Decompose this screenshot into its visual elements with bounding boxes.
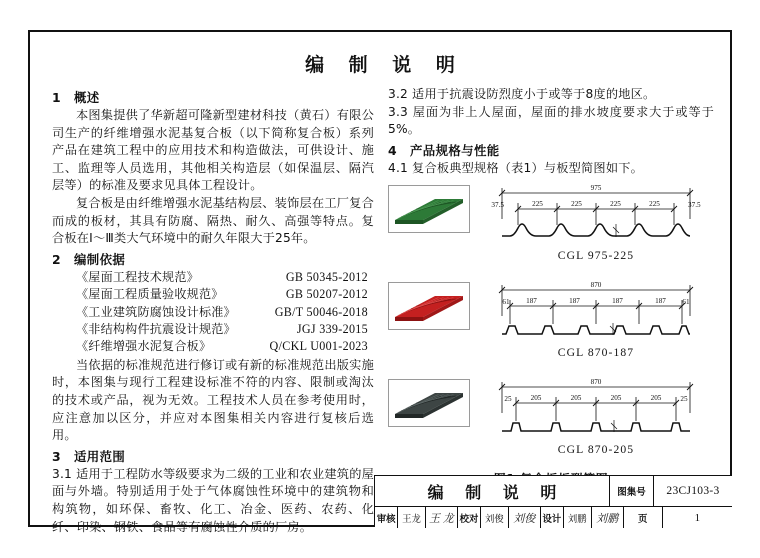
section-4-heading (388, 141, 714, 159)
clause-3-2: 3.2 适用于抗震设防烈度小于或等于8度的地区。 (388, 87, 656, 101)
profile-drawing-975-225 (480, 179, 712, 251)
dim-edge-left: 37.5 (491, 201, 504, 210)
section-4-number: 4 (388, 142, 398, 158)
standards-list (52, 269, 374, 356)
dim-pitch: 187 (655, 297, 666, 306)
standard-code: JGJ 339-2015 (296, 321, 368, 336)
figure-code-label: CGL 870-187 (557, 346, 635, 360)
standard-code: GB 50345-2012 (285, 269, 368, 284)
page-title: 编 制 说 明 (305, 54, 464, 76)
panel-photo-red (388, 282, 470, 330)
title-block-sheet-title: 编 制 说 明 (375, 476, 610, 506)
red-panel-illustration (389, 283, 469, 329)
drawing-number-label: 图集号 (610, 476, 654, 506)
review-name: 王龙 (398, 507, 426, 528)
panel-photo-green (388, 185, 470, 233)
dim-edge-left: 25 (504, 395, 512, 404)
section-4-title: 产品规格与性能 (410, 142, 500, 158)
standard-row (52, 269, 374, 286)
standard-code: Q/CKL U001-2023 (269, 339, 368, 354)
dim-total-width: 870 (590, 378, 602, 387)
section-2-paragraph: 当依据的标准规范进行修订或有新的标准规范出版实施时，本图集与现行工程建设标准不符的内容、限制或淘汰的技术或产品，视为无效。工程技术人员在参考使用时，应注意加以区分，并应对本图集相关内容进行复核后选用。 (52, 357, 374, 443)
signature-mark: 刘鹏 (596, 512, 619, 525)
section-2-number: 2 (52, 251, 62, 267)
drawing-sheet (28, 30, 732, 534)
dim-pitch: 205 (570, 394, 582, 403)
dim-pitch: 205 (530, 394, 542, 403)
check-signature (509, 507, 541, 528)
dim-total-width: 975 (590, 184, 602, 193)
panel-figure-870-205 (388, 373, 714, 468)
signature-mark: 王 龙 (428, 512, 454, 525)
right-content-column (388, 86, 714, 487)
review-label: 审核 (375, 507, 398, 528)
page-label: 页 (624, 507, 663, 528)
section-3-title: 适用范围 (74, 448, 126, 464)
dim-pitch: 225 (610, 200, 621, 209)
check-label: 校对 (458, 507, 481, 528)
dim-pitch: 225 (532, 200, 543, 209)
title-block-upper-row (375, 476, 732, 507)
figure-code-label: CGL 870-205 (557, 443, 635, 457)
dim-pitch: 205 (610, 394, 622, 403)
section-1-heading (52, 88, 374, 106)
dim-edge-right: 25 (680, 395, 688, 404)
section-1-paragraph-1: 本图集提供了华新超可隆新型建材科技（黄石）有限公司生产的纤维增强水泥基复合板（以下简称复合板）系列产品在建筑工程中的应用技术和构造做法，可供设计、施工、监理等人员选用，其他相关构造层（如保温层、隔汽层等）的标准及要求见具体工程设计。 (52, 108, 374, 193)
dim-edge-left: 61 (502, 298, 510, 307)
gray-panel-illustration (389, 380, 469, 426)
check-name: 刘俊 (481, 507, 509, 528)
standard-code: GB 50207-2012 (285, 287, 368, 302)
dim-pitch: 187 (569, 297, 580, 306)
profile-drawing-870-205 (480, 373, 712, 445)
design-name: 刘鹏 (564, 507, 592, 528)
section-profile-trapezoid (480, 276, 712, 348)
standard-name: 《纤维增强水泥复合板》 (76, 339, 212, 354)
clause-4-1: 4.1 复合板典型规格（表1）与板型简图如下。 (388, 160, 643, 175)
dim-pitch: 187 (526, 297, 537, 306)
standard-code: GB/T 50046-2018 (274, 304, 368, 319)
page-value: 1 (694, 511, 701, 524)
standard-name: 《工业建筑防腐蚀设计标准》 (76, 304, 236, 319)
panel-photo-gray (388, 379, 470, 427)
dim-pitch: 187 (612, 297, 623, 306)
standard-name: 《屋面工程质量验收规范》 (76, 287, 224, 302)
design-label: 设计 (541, 507, 564, 528)
title-block (374, 475, 732, 527)
drawing-number-value: 23CJ103-3 (666, 485, 720, 497)
section-3-number: 3 (52, 448, 62, 464)
dim-pitch: 225 (571, 200, 582, 209)
section-1-paragraph-2: 复合板是由纤维增强水泥基结构层、装饰层在工厂复合而成的板材，其具有防腐、隔热、耐久、高强等特点。复合板在Ⅰ～Ⅲ类大气环境中的耐久年限大于25年。 (52, 195, 374, 246)
design-signature (592, 507, 624, 528)
section-profile-rib (480, 373, 712, 445)
standard-row (52, 304, 374, 321)
section-profile-wave (480, 179, 712, 251)
section-1-number: 1 (52, 90, 62, 105)
figure-code-label: CGL 975-225 (557, 249, 635, 263)
standard-row (52, 321, 374, 338)
dim-pitch: 225 (649, 200, 660, 209)
review-signature (426, 507, 458, 528)
standard-row (52, 286, 374, 303)
left-text-column (52, 86, 374, 536)
section-2-title: 编制依据 (74, 251, 126, 267)
signature-mark: 刘俊 (513, 512, 536, 525)
standard-row (52, 338, 374, 355)
standard-name: 《非结构构件抗震设计规范》 (76, 321, 236, 336)
dim-total-width: 870 (590, 281, 602, 290)
green-panel-illustration (389, 186, 469, 232)
section-2-heading (52, 250, 374, 268)
dim-edge-right: 37.5 (688, 201, 701, 210)
title-block-lower-row (375, 507, 732, 528)
clause-3-3: 3.3 屋面为非上人屋面，屋面的排水坡度要求大于或等于5%。 (388, 104, 714, 137)
section-3-heading (52, 447, 374, 465)
dim-pitch: 205 (650, 394, 662, 403)
panel-figure-975-225 (388, 179, 714, 274)
clause-3-1: 3.1 适用于工程防水等级要求为二级的工业和农业建筑的屋面与外墙。特别适用于处于气体腐蚀性环境中的建筑物和构筑物，如环保、畜牧、化工、冶金、医药、农药、化纤、印染、钢铁、食品等有腐蚀性介质的厂房。 (52, 466, 374, 534)
dim-edge-right: 61 (682, 298, 690, 307)
panel-figure-870-187 (388, 276, 714, 371)
profile-drawing-870-187 (480, 276, 712, 348)
standard-name: 《屋面工程技术规范》 (76, 269, 199, 284)
section-1-title: 概述 (74, 90, 100, 105)
